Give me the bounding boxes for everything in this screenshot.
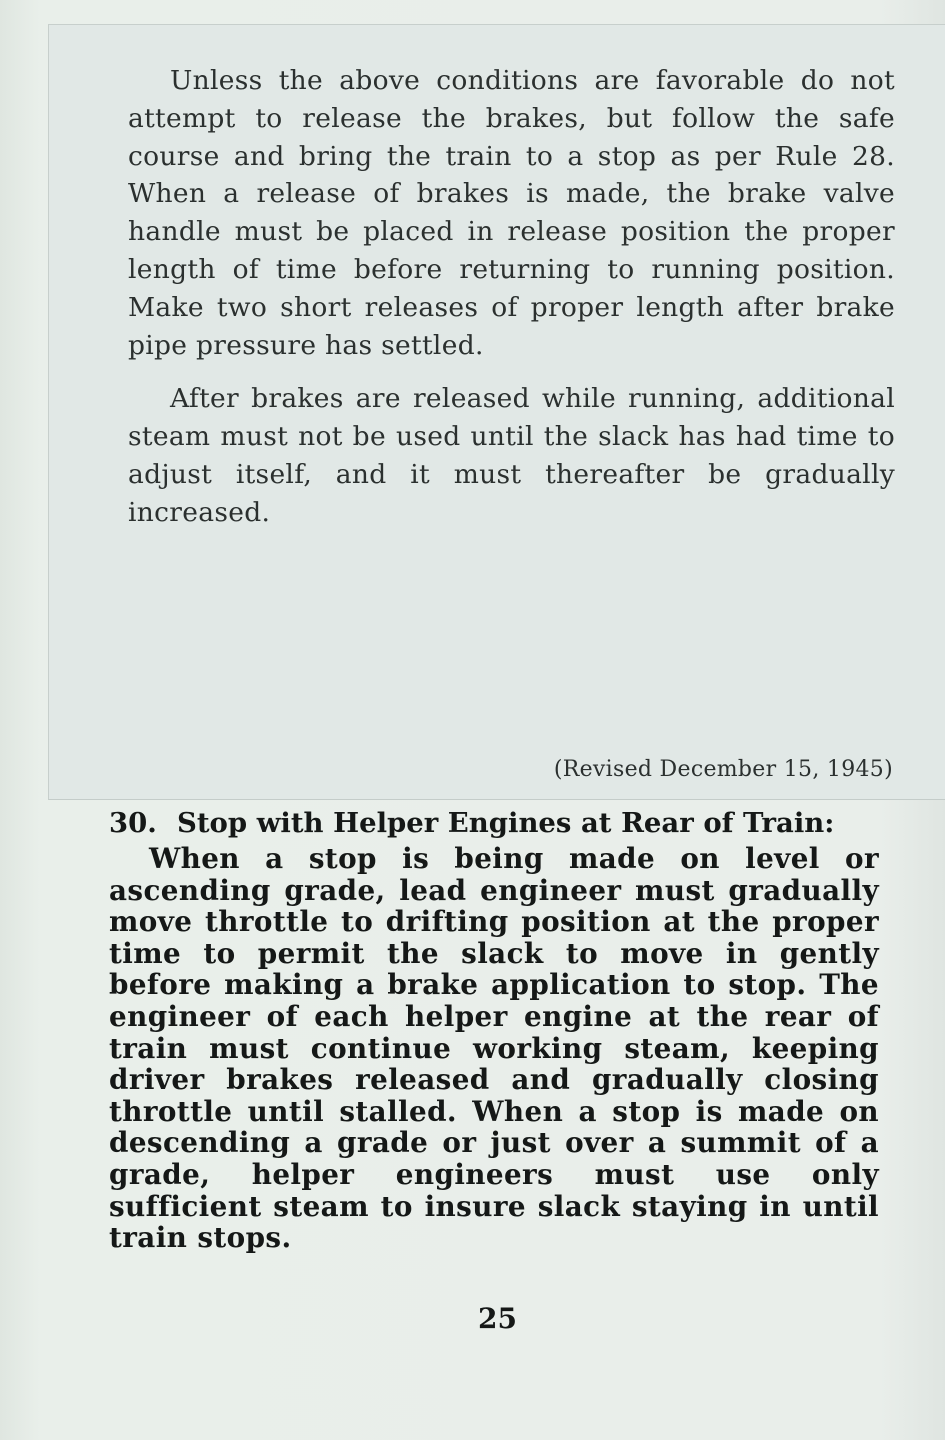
rule-heading bbox=[109, 808, 879, 839]
rule-section bbox=[109, 808, 879, 1254]
rule-number: 30. bbox=[109, 807, 157, 839]
slip-paragraph-1: Unless the above conditions are favorable do not attempt to release the brakes, but follow the safe course and bring the train to a stop as per Rule 28. When a release of brakes is made, the brake valve handle must be placed in release position the proper length of time before returning to running position. Make two short releases of proper length after brake pipe pressure has settled. bbox=[128, 65, 895, 361]
rule-title: Stop with Helper Engines at Rear of Train: bbox=[177, 807, 835, 839]
rule-body: When a stop is being made on level or ascending grade, lead engineer must gradually move throttle to drifting position at the proper time to permit the slack to move in gently before making a brake application to stop. The engineer of each helper engine at the rear of train must continue working steam, keeping driver brakes released and gradually closing throttle until stalled. When a stop is made on descending a grade or just over a summit of a grade, helper engineers must use only sufficient steam to insure slack staying in until train stops. bbox=[109, 842, 879, 1255]
revision-slip-text bbox=[128, 62, 895, 532]
revision-date-note: (Revised December 15, 1945) bbox=[553, 757, 893, 782]
page-number: 25 bbox=[478, 1302, 517, 1335]
slip-paragraph-2: After brakes are released while running, additional steam must not be used until the slack has had time to adjust itself, and it must thereafter be gradually increased. bbox=[128, 383, 895, 528]
